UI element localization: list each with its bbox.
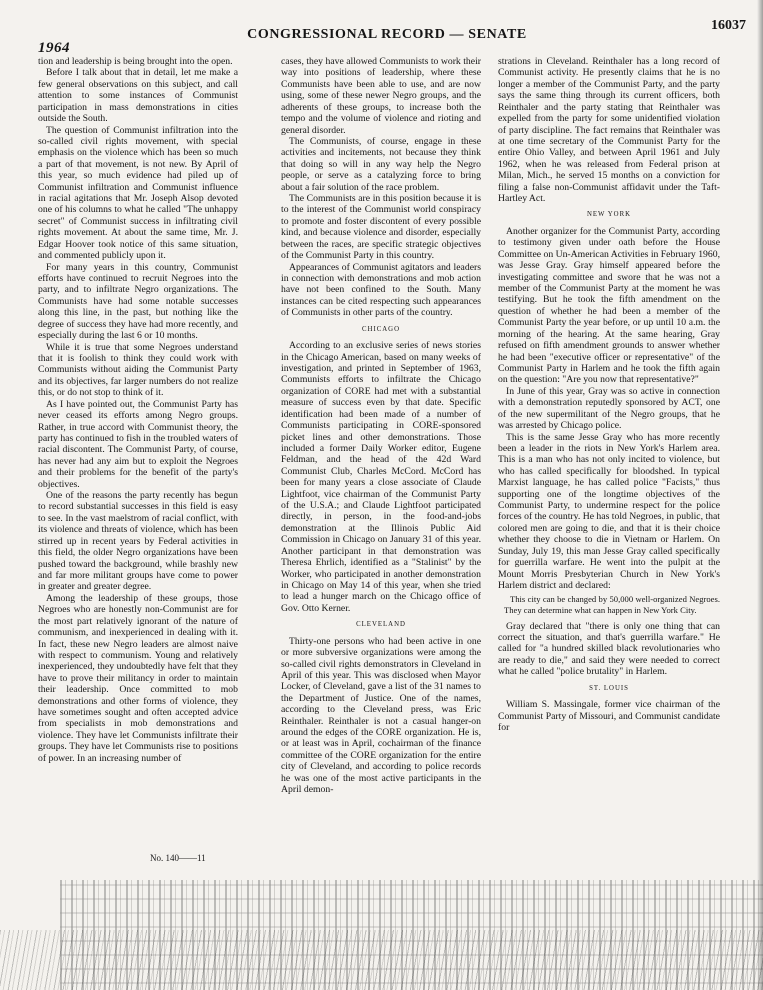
section-heading-chicago: CHICAGO (362, 325, 400, 333)
page-number: 16037 (711, 18, 746, 33)
page-header (28, 18, 746, 56)
scan-noise-band-lower (0, 930, 763, 990)
column-2 (281, 56, 481, 866)
header-year: 1964 (38, 40, 70, 56)
section-heading-st-louis: ST. LOUIS (589, 684, 629, 692)
paragraph: The Communists are in this position because it is to the interest of the Communist world conspiracy to promote and foster discontent of every possible kind, and because violence and disorder, especially between the races, are specific strategic objectives of the Communist Party in this country. (281, 193, 481, 262)
paragraph: Among the leadership of these groups, those Negroes who are honestly non-Communist are for the most part relatively ignorant of the nature of communism, and inexperienced in dealing with it. In fact, these new Negro leaders are almost naive with respect to communism. Young and relatively inexperienced, they undoubtedly have felt that they have to prove their militancy in order to maintain their leadership. Once committed to mob demonstrations and other forms of violence, they have sometimes sought and often accepted advice from specialists in mob demonstrations and violence. They have let Communists infiltrate their groups. They have let Communists rise to positions of power. In an increasing number of (38, 592, 238, 764)
paragraph: One of the reasons the party recently has begun to record substantial successes in this field is easy to see. In the vast maelstrom of racial conflict, with its violence and threats of violence, which has been stirred up in recent years by Federal activities in this field, the older Negro organizations have been pushed toward the background, while brashly new and far more militant groups have come to power in greater and greater degree. (38, 490, 238, 593)
paragraph: strations in Cleveland. Reinthaler has a long record of Communist activity. He presently claims that he is no longer a member of the Communist Party, and the party says the same thing through its current officers, both Reinthaler and the party stating that Reinthaler was expelled from the party for some unidentified violation of party discipline. The fact remains that Reinthaler was at one time secretary of the Communist Party for the entire Ohio Valley, and between April 1961 and July 1962, when he was released from Federal prison at Milan, Mich., he served 15 months on a conviction for filing a false non-Communist affidavit under the Taft-Hartley Act. (498, 56, 720, 205)
section-heading-new-york: NEW YORK (586, 211, 632, 219)
paragraph: The Communists, of course, engage in these activities and incitements, not because they think that doing so will in any way help the Negro people, or serve as a catalyzing force to bring about a fair solution of the race problem. (281, 135, 481, 193)
paragraph: For many years in this country, Communist efforts have continued to recruit Negroes into the party, and to infiltrate Negro organizations. The Communists have had some notable successes along this line, in the past, but nothing like the degree of success they have had more recently, and especially during the last 6 or 10 months. (38, 261, 238, 342)
paragraph: Appearances of Communist agitators and leaders in connection with demonstrations and mob action have not been confined to the South. Many instances can be cited respecting such appearances of Communists in other parts of the country. (281, 261, 481, 319)
paragraph: In June of this year, Gray was so active in connection with a demonstration reputedly sponsored by ACT, one of the new supermilitant of the Negro groups, that he was arrested by Chicago police. (498, 385, 720, 432)
paragraph: William S. Massingale, former vice chairman of the Communist Party of Missouri, and Communist candidate for (498, 699, 720, 733)
paragraph: While it is true that some Negroes understand that it is foolish to think they could work with Communists without aiding the Communist Party and its objectives, far larger numbers do not realize this, or do not stop to think of it. (38, 341, 238, 399)
block-quote: This city can be changed by 50,000 well-organized Negroes. They can determine what can happen in New York City. (504, 594, 720, 615)
paragraph: Another organizer for the Communist Party, according to testimony given under oath before the House Committee on Un-American Activities in February 1960, was Jesse Gray. Gray himself appeared before the investigating committee and swore that he was not a member of the Communist Party at the moment he was testifying. But he took the fifth amendment on the question of whether he had been a member of the Communist Party the year before, or up until 10 a.m. the morning of the hearing. At the same hearing, Gray refused on fifth amendment grounds to answer whether he had been "executive officer or representative" of the Communist Party in Harlem and he took the fifth again on the question: "Are you now that representative?" (498, 225, 720, 386)
column-3 (498, 56, 720, 891)
paragraph: As I have pointed out, the Communist Party has never ceased its efforts among Negro groups. Rather, in true accord with Communist theory, the party has continued to fish in the troubled waters of racial discontent. The Communist Party, of course, has never had any aim but to exploit the Negroes and their problems for the benefit of the party's objectives. (38, 398, 238, 490)
paragraph: The question of Communist infiltration into the so-called civil rights movement, with special emphasis on the violence which has been so much a part of that movement, is not new. By April of this year, so much evidence had piled up of Communist infiltration and Communist influence in racial agitations that Mr. Joseph Alsop devoted one of his columns to what he called "The unhappy secret" of Communist success in infiltrating civil rights movement. At about the same time, Mr. J. Edgar Hoover took notice of this same situation, and commented publicly upon it. (38, 124, 238, 262)
column-1 (38, 56, 238, 852)
paragraph: According to an exclusive series of news stories in the Chicago American, based on many weeks of investigation, and printed in September of 1963, Communists efforts to infiltrate the Chicago organization of CORE had met with a substantial measure of success even by that date. Specific identification had been made of a number of Communists participating in CORE-sponsored picket lines and other demonstrations. Those included a former Daily Worker editor, Eugene Feldman, and the head of the 42d Ward Communist Club, Charles McCord. McCord has been for many years a close associate of Claude Lightfoot, vice chairman of the Communist Party of the U.S.A.; and Claude Lightfoot participated directly, in person, in the food-and-jobs demonstration at the Illinois Public Aid Commission in Chicago on January 31 of this year. Another participant in that demonstration was Theresa Ehrlich, identified as a "Stalinist" by the Worker, who participated in another demonstration in Chicago on May 14 of this year, when she tried to lead a hunger march on the Chicago office of Gov. Otto Kerner. (281, 340, 481, 614)
page-title: CONGRESSIONAL RECORD — SENATE (247, 27, 527, 42)
section-heading-cleveland: CLEVELAND (356, 621, 406, 629)
issue-number: No. 140——11 (150, 853, 206, 863)
paragraph: Thirty-one persons who had been active in one or more subversive organizations were among the so-called civil rights demonstrators in Cleveland in April of this year. This was disclosed when Mayor Locker, of Cleveland, gave a list of the 31 names to the Department of Justice. One of the names, according to the Cleveland press, was Eric Reinthaler. Reinthaler is not a casual hanger-on around the edges of the CORE organization. He is, or at least was in April, cochairman of the finance committee of the CORE organization for the entire city of Cleveland, and according to police records he was one of the most active participants in the April demon- (281, 635, 481, 796)
paragraph: tion and leadership is being brought into the open. (38, 56, 233, 67)
paragraph: This is the same Jesse Gray who has more recently been a leader in the riots in New York's Harlem area. This is a man who has not only incited to violence, but who has called specifically for bloodshed. In typical Marxist language, he has called police "Facists," thus supporting one of the longtime objectives of the Communist Party, to undermine respect for the police forces of the country. He has told Negroes, in public, that colored men are going to die, and that it is their choice whether they choose to die in Vietnam or Harlem. On Sunday, July 19, this man Jesse Gray called specifically for guerrilla warfare. He went into the pulpit at the Mount Morris Presbyterian Church in New York's Harlem district and declared: (498, 431, 720, 591)
paragraph: cases, they have allowed Communists to work their way into positions of leadership, where these Communists have been able to use, and are now using, some of these newer Negro groups, and the adherents of these groups, to increase both the tempo and the volume of violence and rioting and general disorder. (281, 56, 481, 136)
page-edge-shadow (757, 0, 763, 990)
paragraph: Gray declared that "there is only one thing that can correct the situation, and that's guerrilla warfare." He called for "a hundred skilled black revolutionaries who are ready to die," and said they were needed to correct what he called "police brutality" in Harlem. (498, 620, 720, 678)
paragraph: Before I talk about that in detail, let me make a few general observations on this subject, and call attention to some instances of Communist participation in mass demonstrations in cities outside the South. (38, 67, 238, 125)
